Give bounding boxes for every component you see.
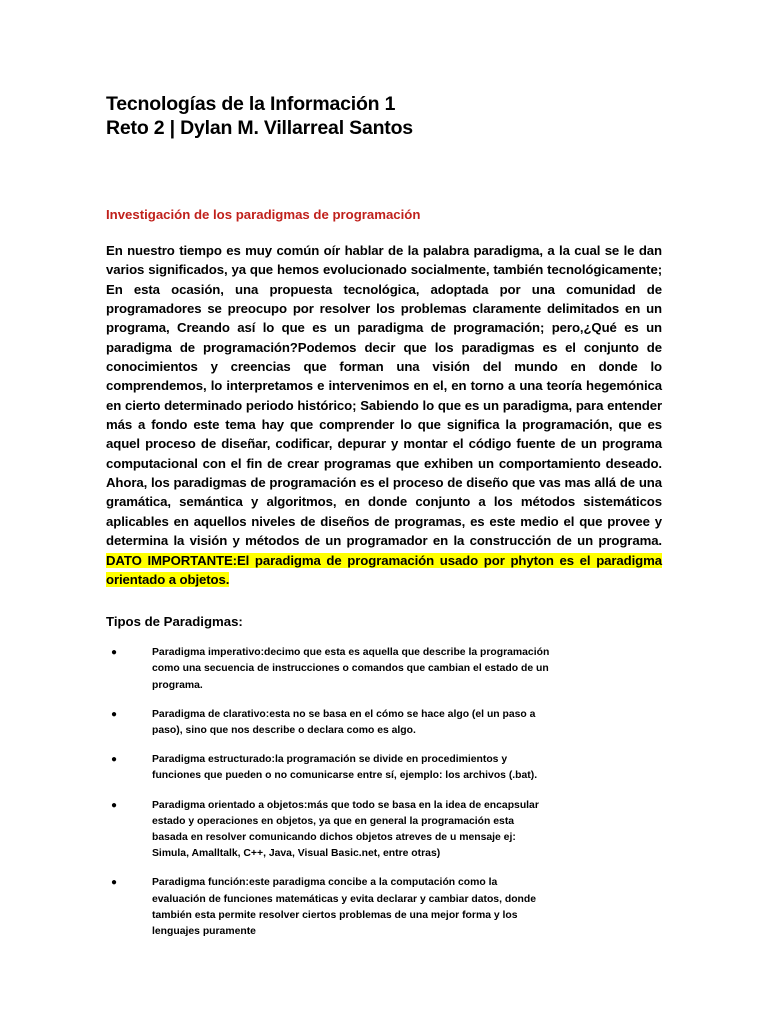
bullet-icon: ● <box>110 799 118 811</box>
title-line-2: Reto 2 | Dylan M. Villarreal Santos <box>106 117 413 139</box>
list-item <box>106 752 552 784</box>
paradigm-list <box>106 645 662 940</box>
bullet-icon: ● <box>110 708 118 720</box>
body-paragraph <box>106 241 662 589</box>
list-item <box>106 798 552 863</box>
list-item <box>106 707 552 739</box>
list-item-text: Paradigma función:este paradigma concibe a la computación como la evaluación de funciones matemáticas y evita declarar y cambiar datos, donde también esta permite resolver ciertos problemas de una mejor forma y los lenguajes puramente <box>152 877 537 938</box>
list-item <box>106 875 552 940</box>
body-text: En nuestro tiempo es muy común oír hablar de la palabra paradigma, a la cual se le dan varios significados, ya que hemos evolucionado socialmente, también tecnológicamente; En esta ocasión, una propuesta tecnológica, adoptada por una comunidad de programadores se preocupo por resolver los problemas claramente delimitados en un programa, Creando así lo que es un paradigma de programación; pero,¿Qué es un paradigma de programación?Podemos decir que los paradigmas es el conjunto de conocimientos y creencias que forman una visión del mundo en donde lo comprendemos, lo interpretamos e intervenimos en el, en torno a una teoría hegemónica en cierto determinado periodo histórico; Sabiendo lo que es un paradigma, para entender más a fondo este tema hay que comprender lo que significa la programación, que es aquel proceso de diseñar, codificar, depurar y montar el código fuente de un programa computacional con el fin de crear programas que exhiben un comportamiento deseado. Ahora, los paradigmas de programación es el proceso de diseño que vas mas allá de una gramática, semántica y algoritmos, en donde conjunto a los métodos sistemáticos aplicables en aquellos niveles de diseños de programas, es este medio el que provee y determina la visión y métodos de un programador en la construcción de un programa. <box>106 243 662 549</box>
types-heading: Tipos de Paradigmas: <box>106 614 243 630</box>
list-item-text: Paradigma estructurado:la programación se divide en procedimientos y funciones que pueden o no comunicarse entre sí, ejemplo: los archivos (.bat). <box>152 754 538 782</box>
important-highlight: DATO IMPORTANTE:El paradigma de programación usado por phyton es el paradigma orientado a objetos. <box>106 552 662 587</box>
bullet-icon: ● <box>110 754 118 766</box>
document-title <box>106 92 662 140</box>
list-item <box>106 645 552 694</box>
list-item-text: Paradigma de clarativo:esta no se basa en el cómo se hace algo (el un paso a paso), sino que nos describe o declara como es algo. <box>152 708 536 736</box>
document-page <box>106 92 662 953</box>
bullet-icon: ● <box>110 647 118 659</box>
section-heading: Investigación de los paradigmas de programación <box>106 207 421 222</box>
list-item-text: Paradigma imperativo:decimo que esta es aquella que describe la programación como una secuencia de instrucciones o comandos que cambian el estado de un programa. <box>152 647 550 691</box>
title-line-1: Tecnologías de la Información 1 <box>106 93 396 115</box>
bullet-icon: ● <box>110 877 118 889</box>
list-item-text: Paradigma orientado a objetos:más que todo se basa en la idea de encapsular estado y operaciones en objetos, ya que en general la programación esta basada en resolver comunicando dichos objetos atreves de u mensaje ej: Simula, Amalltalk, C++, Java, Visual Basic.net, entre otras) <box>152 799 539 860</box>
